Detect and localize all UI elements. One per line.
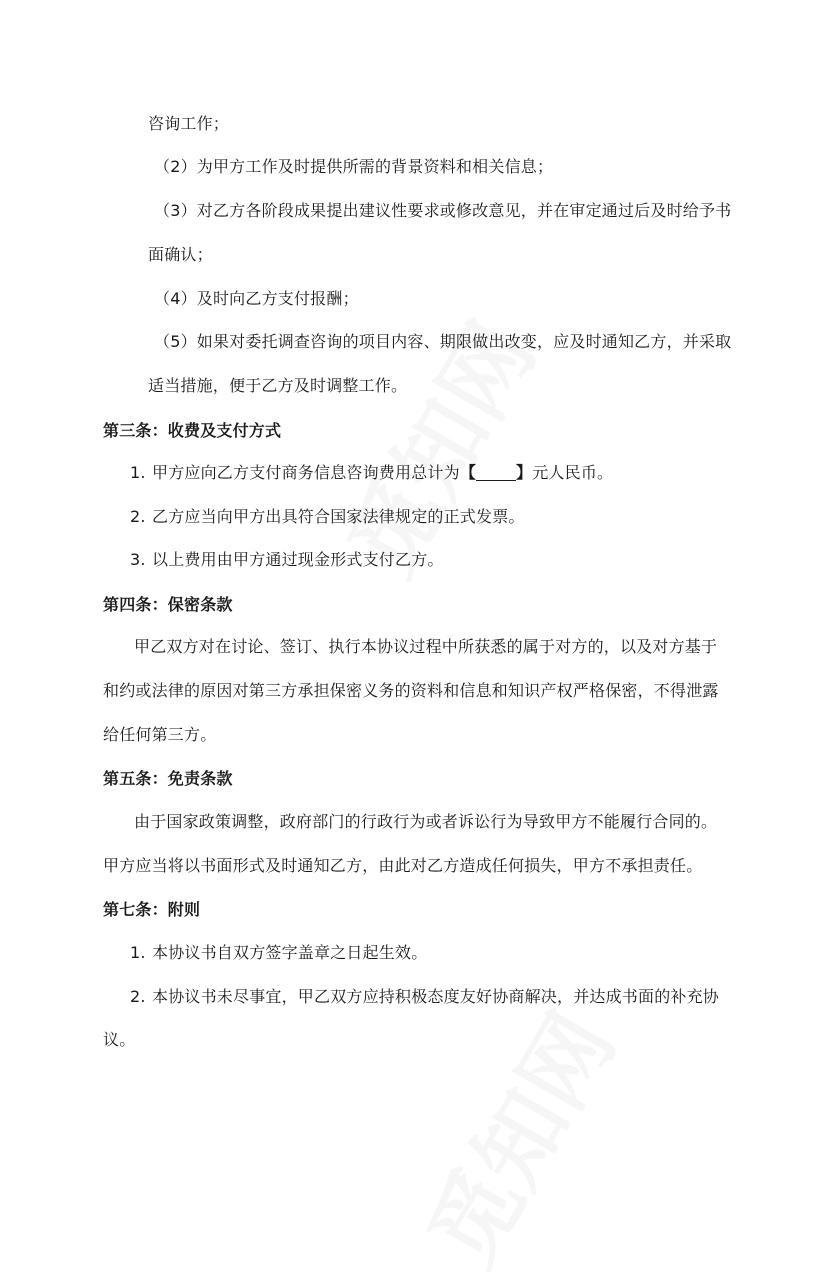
- article3-item-2: [130, 506, 525, 528]
- amount-blank: [476, 464, 516, 481]
- item-text: 本协议书自双方签字盖章之日起生效。: [152, 943, 428, 962]
- list-number: 2.: [130, 507, 146, 526]
- paragraph-line: 给任何第三方。: [103, 725, 217, 744]
- article3-item-1: [130, 462, 613, 484]
- article7-heading: 第七条：附则: [103, 900, 201, 919]
- list-number: 2.: [130, 987, 146, 1006]
- article3-item-3: [130, 549, 444, 571]
- text-line: （2）为甲方工作及时提供所需的背景资料和相关信息；: [154, 157, 554, 176]
- article7-item-2-cont: 议。: [103, 1030, 136, 1049]
- bracket-open: 【: [459, 463, 477, 482]
- paragraph-line: 由于国家政策调整，政府部门的行政行为或者诉讼行为导致甲方不能履行合同的。: [134, 812, 718, 831]
- article3-heading: 第三条：收费及支付方式: [103, 421, 282, 440]
- list-number: 3.: [130, 550, 146, 569]
- list-number: 1.: [130, 463, 146, 482]
- list-number: 1.: [130, 943, 146, 962]
- item-text-end: 元人民币。: [532, 463, 614, 482]
- paragraph-line: 和约或法律的原因对第三方承担保密义务的资料和信息和知识产权严格保密，不得泄露: [103, 681, 719, 700]
- text-line: 面确认；: [148, 245, 213, 264]
- paragraph-line: 甲方应当将以书面形式及时通知乙方，由此对乙方造成任何损失，甲方不承担责任。: [103, 856, 703, 875]
- item-text: 甲方应向乙方支付商务信息咨询费用总计为: [152, 463, 460, 482]
- watermark-bottom: [391, 986, 639, 1284]
- item-text: 以上费用由甲方通过现金形式支付乙方。: [152, 550, 444, 569]
- item-text: 乙方应当向甲方出具符合国家法律规定的正式发票。: [152, 507, 525, 526]
- article7-item-2: [130, 986, 719, 1008]
- text-line: 适当措施，便于乙方及时调整工作。: [148, 376, 408, 395]
- text-line: 咨询工作；: [148, 114, 230, 133]
- article7-item-1: [130, 942, 427, 964]
- article4-heading: 第四条：保密条款: [103, 595, 233, 614]
- text-line: （3）对乙方各阶段成果提出建议性要求或修改意见，并在审定通过后及时给予书: [154, 201, 732, 220]
- bracket-close: 】: [516, 463, 533, 482]
- item-text: 本协议书未尽事宜，甲乙双方应持积极态度友好协商解决，并达成书面的补充协: [152, 987, 720, 1006]
- text-line: （4）及时向乙方支付报酬；: [154, 289, 359, 308]
- text-line: （5）如果对委托调查咨询的项目内容、期限做出改变，应及时通知乙方，并采取: [154, 332, 732, 351]
- paragraph-line: 甲乙双方对在讨论、签订、执行本协议过程中所获悉的属于对方的，以及对方基于: [134, 637, 718, 656]
- article5-heading: 第五条：免责条款: [103, 769, 233, 788]
